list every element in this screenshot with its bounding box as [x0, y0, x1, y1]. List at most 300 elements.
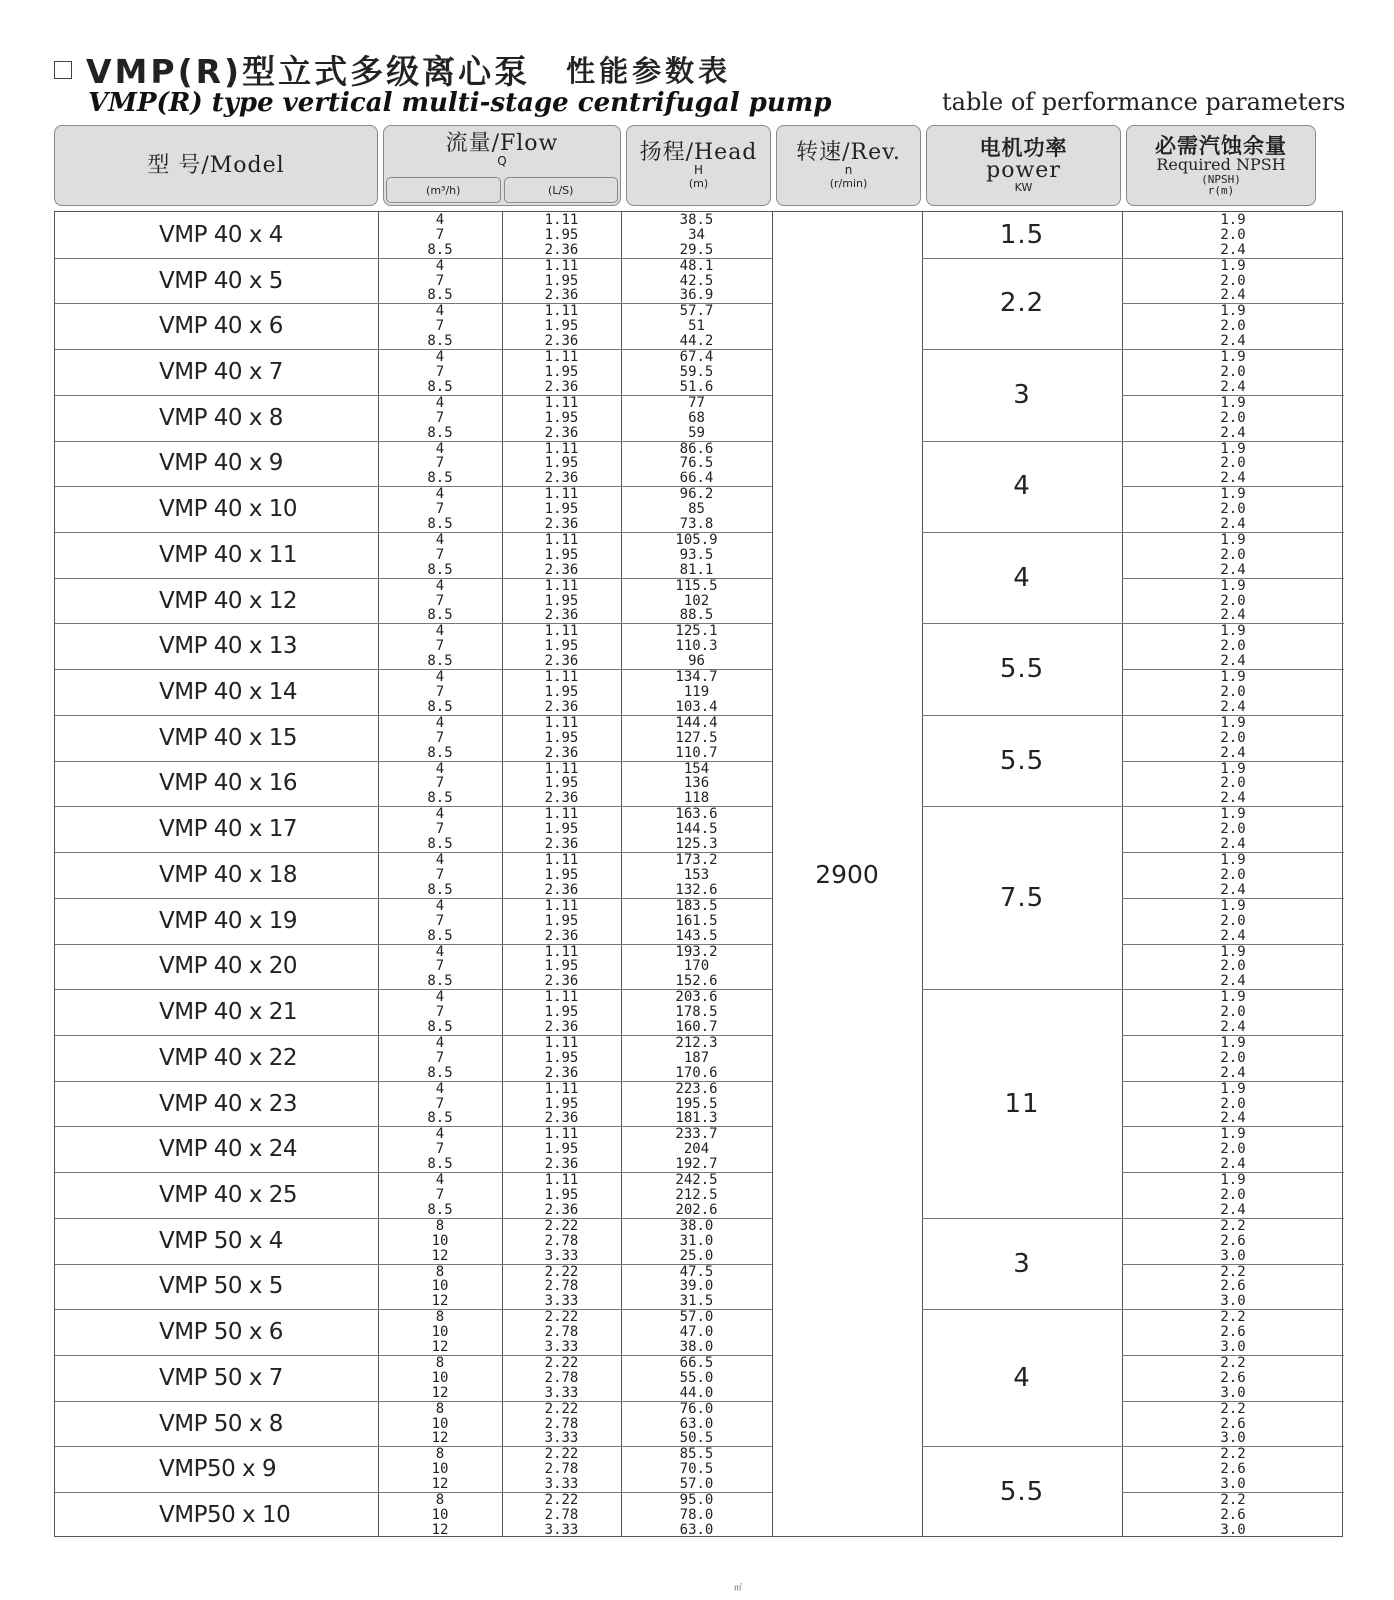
model-cell	[55, 761, 384, 807]
npsh-cell-value: 1.9	[1220, 1126, 1246, 1143]
flow-m3h-cell	[378, 1036, 502, 1080]
model-cell	[55, 715, 384, 761]
npsh-cell-value: 2.4	[1220, 744, 1246, 761]
head-cell-value: 95.0	[679, 1492, 714, 1509]
flow-m3h-cell	[378, 853, 502, 897]
model-name: VMP 40 x 10	[159, 496, 298, 523]
npsh-cell	[1122, 304, 1344, 348]
flow-ls-cell-value: 2.36	[544, 1201, 579, 1218]
flow-m3h-cell-value: 8	[435, 1217, 445, 1234]
npsh-cell	[1122, 899, 1344, 943]
model-name: VMP 40 x 12	[159, 587, 298, 614]
flow-m3h-cell-value: 10	[431, 1324, 449, 1341]
flow-m3h-cell	[378, 1356, 502, 1400]
flow-ls-cell-value: 1.11	[544, 714, 579, 731]
flow-ls-cell	[502, 1265, 621, 1309]
head-cell-value: 187	[683, 1049, 710, 1066]
flow-m3h-cell-value: 7	[435, 409, 445, 426]
npsh-cell	[1122, 1082, 1344, 1126]
flow-m3h-cell	[378, 1173, 502, 1217]
head-cell-value: 212.3	[675, 1034, 718, 1051]
flow-m3h-cell-value: 8.5	[427, 1110, 453, 1127]
flow-ls-cell-value: 1.95	[544, 729, 579, 746]
head-cell-value: 110.7	[675, 744, 718, 761]
flow-ls-cell	[502, 1402, 621, 1446]
npsh-cell-value: 2.6	[1220, 1461, 1246, 1478]
flow-ls-cell-value: 2.36	[544, 881, 579, 898]
npsh-cell-value: 2.0	[1220, 592, 1246, 609]
flow-m3h-cell-value: 4	[435, 989, 445, 1006]
model-name: VMP 40 x 11	[159, 541, 298, 568]
npsh-cell-value: 2.0	[1220, 546, 1246, 563]
npsh-cell-value: 2.0	[1220, 638, 1246, 655]
flow-m3h-cell	[378, 304, 502, 348]
npsh-cell-value: 1.9	[1220, 1172, 1246, 1189]
flow-ls-cell-value: 2.78	[544, 1369, 579, 1386]
npsh-cell	[1122, 1356, 1344, 1400]
npsh-cell-value: 3.0	[1220, 1338, 1246, 1355]
flow-m3h-cell-value: 8.5	[427, 424, 453, 441]
header-npsh-unit: r(m)	[1207, 183, 1235, 197]
model-name: VMP 50 x 4	[159, 1227, 283, 1254]
header-npsh	[1126, 125, 1316, 206]
flow-ls-cell-value: 1.95	[544, 318, 579, 335]
head-cell-value: 78.0	[679, 1507, 714, 1524]
npsh-cell-value: 1.9	[1220, 349, 1246, 366]
flow-ls-cell-value: 2.36	[544, 1156, 579, 1173]
head-cell-value: 178.5	[675, 1004, 718, 1021]
head-cell-value: 125.3	[675, 836, 718, 853]
flow-m3h-cell-value: 8	[435, 1492, 445, 1509]
model-cell	[55, 1081, 384, 1127]
flow-m3h-cell	[378, 213, 502, 257]
model-cell	[55, 258, 384, 304]
model-cell	[55, 1264, 384, 1310]
flow-m3h-cell-value: 7	[435, 1004, 445, 1021]
head-cell	[621, 579, 772, 623]
head-cell-value: 143.5	[675, 927, 718, 944]
flow-m3h-cell-value: 10	[431, 1369, 449, 1386]
head-cell	[621, 259, 772, 303]
head-cell	[621, 1265, 772, 1309]
head-cell-value: 163.6	[675, 806, 718, 823]
flow-m3h-cell-value: 10	[431, 1232, 449, 1249]
npsh-cell	[1122, 1127, 1344, 1171]
flow-ls-cell-value: 1.11	[544, 440, 579, 457]
head-cell-value: 170	[683, 958, 710, 975]
flow-m3h-cell-value: 8.5	[427, 973, 453, 990]
model-cell	[55, 1172, 384, 1218]
flow-ls-cell	[502, 624, 621, 668]
header-flow-symbol: Q	[497, 154, 507, 169]
flow-ls-cell-value: 2.36	[544, 836, 579, 853]
header-head-label: 扬程/Head	[639, 140, 758, 166]
npsh-cell	[1122, 1310, 1344, 1354]
head-cell-value: 68	[688, 409, 705, 426]
flow-m3h-cell-value: 8.5	[427, 470, 453, 487]
power-cell: 5.5	[999, 745, 1045, 776]
npsh-cell-value: 1.9	[1220, 577, 1246, 594]
head-cell-value: 105.9	[675, 532, 718, 549]
head-cell	[621, 899, 772, 943]
head-cell-value: 66.4	[679, 470, 714, 487]
flow-m3h-cell-value: 8.5	[427, 744, 453, 761]
flow-m3h-cell-value: 7	[435, 226, 445, 243]
flow-m3h-cell	[378, 624, 502, 668]
performance-table	[54, 211, 1343, 1537]
flow-ls-cell-value: 2.78	[544, 1278, 579, 1295]
flow-ls-cell	[502, 1173, 621, 1217]
flow-ls-cell	[502, 716, 621, 760]
model-name: VMP 40 x 19	[159, 907, 298, 934]
flow-m3h-cell	[378, 807, 502, 851]
flow-m3h-cell-value: 12	[431, 1521, 449, 1538]
flow-m3h-cell-value: 7	[435, 455, 445, 472]
head-cell-value: 51	[688, 318, 705, 335]
head-cell-value: 39.0	[679, 1278, 714, 1295]
flow-ls-cell-value: 1.11	[544, 943, 579, 960]
flow-m3h-cell-value: 7	[435, 546, 445, 563]
npsh-cell-value: 2.6	[1220, 1415, 1246, 1432]
head-cell-value: 118	[683, 790, 710, 807]
model-cell	[55, 944, 384, 990]
flow-m3h-cell-value: 4	[435, 394, 445, 411]
head-cell-value: 29.5	[679, 241, 714, 258]
head-cell-value: 25.0	[679, 1247, 714, 1264]
flow-m3h-cell-value: 8.5	[427, 241, 453, 258]
head-cell	[621, 1493, 772, 1537]
head-cell-value: 42.5	[679, 272, 714, 289]
flow-m3h-cell-value: 8.5	[427, 927, 453, 944]
flow-ls-cell	[502, 990, 621, 1034]
head-cell-value: 85.5	[679, 1446, 714, 1463]
npsh-cell-value: 3.0	[1220, 1247, 1246, 1264]
npsh-cell-value: 2.4	[1220, 241, 1246, 258]
npsh-cell-value: 1.9	[1220, 623, 1246, 640]
header-power-cn: 电机功率	[979, 134, 1068, 160]
npsh-cell	[1122, 533, 1344, 577]
head-cell-value: 59	[688, 424, 705, 441]
npsh-cell-value: 2.0	[1220, 912, 1246, 929]
head-cell-value: 204	[683, 1141, 710, 1158]
flow-m3h-cell-value: 7	[435, 592, 445, 609]
flow-ls-cell	[502, 899, 621, 943]
header-rev	[776, 125, 921, 206]
flow-m3h-cell-value: 4	[435, 257, 445, 274]
npsh-cell-value: 1.9	[1220, 303, 1246, 320]
power-cell: 4	[1013, 1362, 1031, 1393]
model-cell	[55, 395, 384, 441]
head-cell-value: 48.1	[679, 257, 714, 274]
power-cell: 11	[1004, 1088, 1040, 1119]
head-cell-value: 38.0	[679, 1338, 714, 1355]
flow-m3h-cell	[378, 990, 502, 1034]
head-cell	[621, 1447, 772, 1491]
npsh-cell-value: 2.4	[1220, 973, 1246, 990]
flow-m3h-cell	[378, 487, 502, 531]
npsh-cell-value: 1.9	[1220, 440, 1246, 457]
flow-m3h-cell	[378, 579, 502, 623]
npsh-cell-value: 2.4	[1220, 1064, 1246, 1081]
head-cell-value: 195.5	[675, 1095, 718, 1112]
flow-m3h-cell-value: 4	[435, 577, 445, 594]
npsh-cell-value: 2.0	[1220, 318, 1246, 335]
head-cell-value: 70.5	[679, 1461, 714, 1478]
model-name: VMP 40 x 8	[159, 404, 283, 431]
flow-ls-cell	[502, 259, 621, 303]
flow-ls-cell-value: 2.36	[544, 927, 579, 944]
npsh-cell-value: 2.0	[1220, 455, 1246, 472]
npsh-cell-value: 2.0	[1220, 729, 1246, 746]
npsh-cell	[1122, 1173, 1344, 1217]
head-cell-value: 136	[683, 775, 710, 792]
flow-ls-cell-value: 3.33	[544, 1476, 579, 1493]
head-cell	[621, 670, 772, 714]
flow-m3h-cell-value: 7	[435, 501, 445, 518]
model-name: VMP 40 x 24	[159, 1136, 298, 1163]
flow-ls-cell	[502, 579, 621, 623]
flow-m3h-cell-value: 7	[435, 318, 445, 335]
flow-ls-cell-value: 2.36	[544, 378, 579, 395]
npsh-cell-value: 2.4	[1220, 470, 1246, 487]
npsh-cell-value: 1.9	[1220, 486, 1246, 503]
npsh-cell-value: 1.9	[1220, 212, 1246, 228]
page-title-cn: VMP(R)型立式多级离心泵	[86, 52, 531, 91]
npsh-cell	[1122, 487, 1344, 531]
header-npsh-symbol: (NPSH)	[1201, 172, 1241, 186]
flow-ls-cell-value: 2.22	[544, 1400, 579, 1417]
npsh-cell-value: 1.9	[1220, 806, 1246, 823]
flow-m3h-cell-value: 4	[435, 532, 445, 549]
flow-ls-cell-value: 1.95	[544, 501, 579, 518]
flow-m3h-cell-value: 8.5	[427, 1156, 453, 1173]
flow-ls-cell-value: 2.22	[544, 1263, 579, 1280]
flow-ls-cell	[502, 1447, 621, 1491]
header-rev-label: 转速/Rev.	[796, 140, 901, 166]
head-cell-value: 223.6	[675, 1080, 718, 1097]
head-cell-value: 38.5	[679, 212, 714, 228]
head-cell	[621, 762, 772, 806]
flow-ls-cell-value: 1.11	[544, 1126, 579, 1143]
model-cell	[55, 1309, 384, 1355]
flow-ls-cell-value: 1.95	[544, 226, 579, 243]
rev-cell: 2900	[815, 860, 879, 890]
flow-ls-cell-value: 1.95	[544, 638, 579, 655]
flow-ls-cell-value: 1.11	[544, 989, 579, 1006]
head-cell-value: 77	[688, 394, 705, 411]
flow-ls-cell	[502, 1127, 621, 1171]
flow-ls-cell-value: 1.11	[544, 897, 579, 914]
flow-ls-cell	[502, 762, 621, 806]
flow-m3h-cell-value: 7	[435, 866, 445, 883]
flow-m3h-cell-value: 4	[435, 714, 445, 731]
npsh-cell-value: 1.9	[1220, 760, 1246, 777]
model-name: VMP 40 x 21	[159, 999, 298, 1026]
flow-ls-cell-value: 2.36	[544, 698, 579, 715]
flow-ls-cell	[502, 213, 621, 257]
flow-m3h-cell	[378, 1265, 502, 1309]
checkbox-square-icon	[54, 61, 72, 79]
head-cell-value: 110.3	[675, 638, 718, 655]
title-row	[54, 46, 731, 93]
head-cell	[621, 304, 772, 348]
header-flow-unit-ls: (L/S)	[504, 177, 619, 203]
model-cell	[55, 532, 384, 578]
flow-ls-cell-value: 2.36	[544, 1018, 579, 1035]
npsh-cell-value: 2.0	[1220, 409, 1246, 426]
head-cell-value: 152.6	[675, 973, 718, 990]
flow-ls-cell-value: 1.11	[544, 852, 579, 869]
npsh-cell-value: 2.0	[1220, 364, 1246, 381]
flow-m3h-cell-value: 4	[435, 486, 445, 503]
head-cell-value: 161.5	[675, 912, 718, 929]
header-power	[926, 125, 1121, 206]
model-name: VMP 40 x 22	[159, 1044, 298, 1071]
head-cell-value: 153	[683, 866, 710, 883]
npsh-cell-value: 2.2	[1220, 1492, 1246, 1509]
npsh-cell-value: 2.4	[1220, 790, 1246, 807]
model-name: VMP50 x 9	[159, 1456, 277, 1483]
model-name: VMP 40 x 9	[159, 450, 283, 477]
npsh-cell-value: 2.4	[1220, 1156, 1246, 1173]
flow-ls-cell-value: 3.33	[544, 1521, 579, 1538]
head-cell-value: 85	[688, 501, 705, 518]
flow-m3h-cell-value: 4	[435, 806, 445, 823]
head-cell-value: 212.5	[675, 1186, 718, 1203]
flow-ls-cell-value: 1.95	[544, 866, 579, 883]
npsh-cell-value: 2.0	[1220, 272, 1246, 289]
flow-ls-cell-value: 2.36	[544, 973, 579, 990]
flow-m3h-cell-value: 12	[431, 1293, 449, 1310]
header-head	[626, 125, 771, 206]
head-cell-value: 66.5	[679, 1355, 714, 1371]
head-cell	[621, 213, 772, 257]
head-cell	[621, 807, 772, 851]
flow-ls-cell	[502, 487, 621, 531]
flow-ls-cell-value: 1.11	[544, 349, 579, 366]
flow-m3h-cell-value: 4	[435, 760, 445, 777]
flow-m3h-cell-value: 8.5	[427, 287, 453, 304]
model-name: VMP 40 x 5	[159, 267, 283, 294]
flow-ls-cell-value: 2.36	[544, 1110, 579, 1127]
header-npsh-en: Required NPSH	[1156, 155, 1286, 175]
head-cell-value: 88.5	[679, 607, 714, 624]
model-cell	[55, 212, 384, 258]
model-cell	[55, 303, 384, 349]
flow-m3h-cell-value: 8.5	[427, 607, 453, 624]
head-cell-value: 96.2	[679, 486, 714, 503]
flow-ls-cell	[502, 442, 621, 486]
flow-m3h-cell-value: 7	[435, 775, 445, 792]
flow-m3h-cell-value: 4	[435, 349, 445, 366]
npsh-cell-value: 2.2	[1220, 1263, 1246, 1280]
flow-m3h-cell-value: 8	[435, 1263, 445, 1280]
flow-ls-cell-value: 1.11	[544, 212, 579, 228]
header-power-unit: KW	[1014, 181, 1033, 195]
header-rev-symbol: n	[844, 163, 853, 178]
flow-m3h-cell-value: 7	[435, 821, 445, 838]
npsh-cell-value: 2.4	[1220, 653, 1246, 670]
head-cell	[621, 1036, 772, 1080]
npsh-cell	[1122, 807, 1344, 851]
head-cell-value: 134.7	[675, 669, 718, 686]
flow-ls-cell-value: 2.22	[544, 1446, 579, 1463]
model-cell	[55, 669, 384, 715]
flow-ls-cell	[502, 853, 621, 897]
flow-ls-cell	[502, 350, 621, 394]
npsh-cell	[1122, 350, 1344, 394]
npsh-cell-value: 3.0	[1220, 1293, 1246, 1310]
model-cell	[55, 349, 384, 395]
npsh-cell-value: 2.4	[1220, 516, 1246, 533]
flow-m3h-cell-value: 8.5	[427, 881, 453, 898]
flow-ls-cell-value: 1.95	[544, 821, 579, 838]
model-cell	[55, 1355, 384, 1401]
flow-ls-cell-value: 1.11	[544, 303, 579, 320]
flow-ls-cell-value: 1.95	[544, 546, 579, 563]
npsh-cell	[1122, 1036, 1344, 1080]
head-cell	[621, 853, 772, 897]
npsh-cell-value: 3.0	[1220, 1476, 1246, 1493]
flow-m3h-cell-value: 4	[435, 303, 445, 320]
npsh-cell-value: 2.4	[1220, 287, 1246, 304]
flow-m3h-cell-value: 8.5	[427, 836, 453, 853]
head-cell-value: 170.6	[675, 1064, 718, 1081]
flow-ls-cell-value: 1.95	[544, 775, 579, 792]
head-cell	[621, 1310, 772, 1354]
header-power-en: power	[986, 157, 1061, 183]
flow-ls-cell	[502, 304, 621, 348]
model-name: VMP 50 x 7	[159, 1364, 283, 1391]
head-cell-value: 31.5	[679, 1293, 714, 1310]
flow-m3h-cell	[378, 1310, 502, 1354]
flow-ls-cell-value: 3.33	[544, 1338, 579, 1355]
model-name: VMP 40 x 7	[159, 359, 283, 386]
head-cell	[621, 945, 772, 989]
flow-ls-cell-value: 1.95	[544, 455, 579, 472]
head-cell-value: 93.5	[679, 546, 714, 563]
npsh-cell-value: 2.4	[1220, 836, 1246, 853]
flow-ls-cell	[502, 1493, 621, 1537]
flow-m3h-cell-value: 8	[435, 1309, 445, 1326]
flow-m3h-cell-value: 12	[431, 1430, 449, 1447]
flow-m3h-cell-value: 7	[435, 1095, 445, 1112]
flow-m3h-cell-value: 4	[435, 1126, 445, 1143]
flow-ls-cell-value: 2.22	[544, 1355, 579, 1371]
npsh-cell-value: 1.9	[1220, 1080, 1246, 1097]
flow-ls-cell	[502, 945, 621, 989]
npsh-cell	[1122, 396, 1344, 440]
head-cell-value: 193.2	[675, 943, 718, 960]
npsh-cell	[1122, 213, 1344, 257]
model-name: VMP 50 x 6	[159, 1319, 283, 1346]
flow-ls-cell-value: 1.95	[544, 912, 579, 929]
npsh-cell-value: 2.4	[1220, 561, 1246, 578]
flow-m3h-cell-value: 7	[435, 1186, 445, 1203]
npsh-cell	[1122, 762, 1344, 806]
npsh-cell-value: 2.0	[1220, 866, 1246, 883]
npsh-cell-value: 1.9	[1220, 714, 1246, 731]
npsh-cell-value: 1.9	[1220, 532, 1246, 549]
power-cell: 7.5	[999, 882, 1045, 913]
power-cell: 1.5	[999, 219, 1045, 250]
flow-ls-cell-value: 1.11	[544, 669, 579, 686]
npsh-cell	[1122, 670, 1344, 714]
model-name: VMP 40 x 15	[159, 724, 298, 751]
flow-ls-cell-value: 2.36	[544, 561, 579, 578]
flow-m3h-cell-value: 8.5	[427, 1201, 453, 1218]
flow-m3h-cell-value: 10	[431, 1278, 449, 1295]
